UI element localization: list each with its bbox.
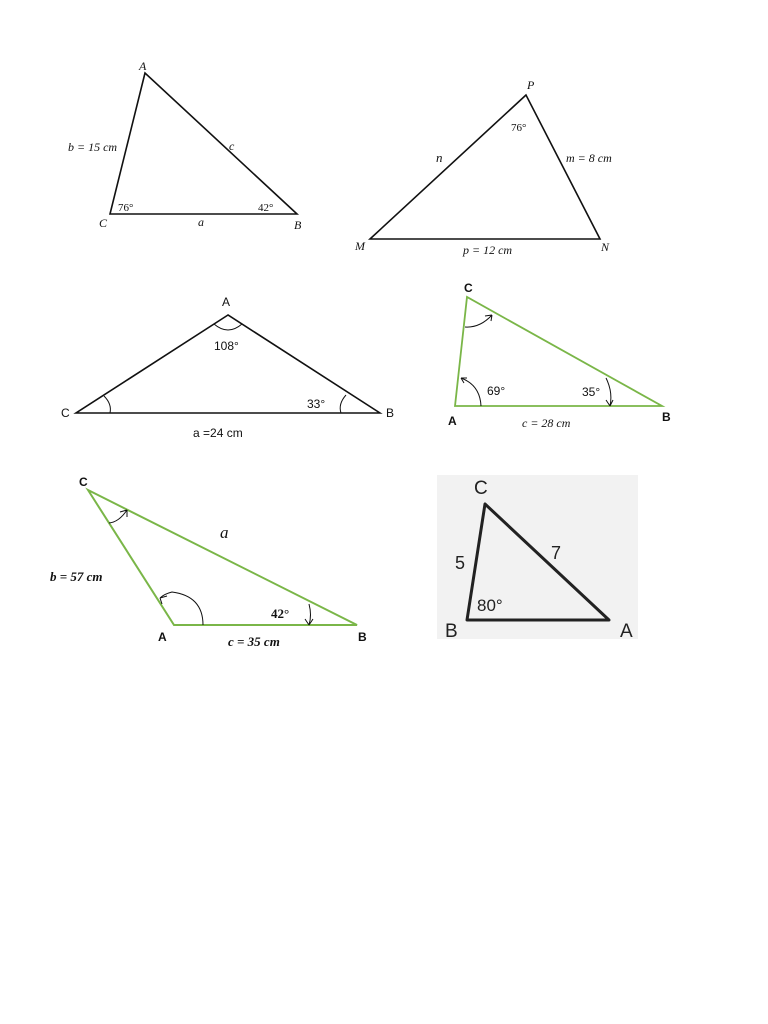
triangle-6-vertex-c: C [474,478,488,499]
triangle-4-vertex-b: B [662,410,671,424]
triangle-figure-6 [437,475,638,642]
triangle-2-vertex-n: N [601,240,610,254]
triangle-1-vertex-c: C [99,216,108,230]
triangle-1-angle-b: 42° [258,202,274,214]
triangle-2-side-p: p = 12 cm [463,243,513,257]
triangle-5-vertex-b: B [358,630,367,644]
triangle-1-side-a: a [198,215,204,229]
triangle-3-vertex-b: B [386,406,395,420]
triangle-5-angle-a-arrow [160,592,203,625]
triangle-figure-2 [354,78,612,257]
triangle-figure-1 [68,59,302,232]
triangle-3-angle-b-arc [340,395,346,413]
triangle-4-angle-c-arrow [465,315,492,327]
triangle-1-angle-c: 76° [118,202,134,214]
triangle-2-angle-p: 76° [511,122,527,134]
triangle-3-angle-a-arc [214,324,242,330]
triangle-5-vertex-a: A [158,630,167,644]
triangle-1-shape [110,73,297,214]
triangle-4-angle-a: 69° [487,384,506,398]
triangle-3-side-a: a =24 cm [193,426,243,440]
triangle-figure-4 [448,281,671,430]
triangle-4-side-c: c = 28 cm [522,416,571,430]
triangle-2-shape [370,95,600,239]
triangle-5-side-a: a [220,523,229,542]
triangle-4-angle-a-arrow [461,378,481,406]
triangle-5-angle-c-arrow [109,510,127,523]
triangle-4-vertex-c: C [464,281,473,295]
triangle-5-vertex-c: C [79,475,88,489]
triangle-2-vertex-p: P [527,78,535,92]
triangle-3-angle-c-arc [104,396,110,413]
triangle-figure-3 [61,295,394,440]
triangle-figure-5 [50,475,367,649]
triangle-5-side-b: b = 57 cm [50,569,103,584]
triangle-1-side-c: c [229,139,235,153]
triangle-1-vertex-b: B [294,218,302,232]
triangle-3-angle-b: 33° [307,397,326,411]
triangle-6-angle-b: 80° [477,596,503,615]
triangle-3-vertex-c: C [61,406,70,420]
triangle-6-vertex-a: A [620,621,633,642]
triangle-6-vertex-b: B [445,621,458,642]
triangle-4-vertex-a: A [448,414,457,428]
triangle-3-vertex-a: A [222,295,231,309]
triangle-2-vertex-m: M [355,239,365,253]
triangle-3-angle-a: 108° [214,339,239,353]
triangle-2-side-m: m = 8 cm [566,151,612,165]
triangle-1-vertex-a: A [139,59,147,73]
triangle-5-shape [88,490,357,625]
triangle-6-side-ca: 7 [551,543,562,563]
triangle-5-angle-b: 42° [271,606,290,621]
triangle-6-side-cb: 5 [455,553,466,573]
triangle-4-angle-b: 35° [582,385,601,399]
triangle-4-angle-b-arrow [606,378,613,406]
triangle-2-side-n: n [436,150,443,165]
triangle-1-side-b: b = 15 cm [68,140,118,154]
triangle-5-side-c: c = 35 cm [228,634,280,649]
triangle-5-angle-b-arrow [305,604,313,625]
